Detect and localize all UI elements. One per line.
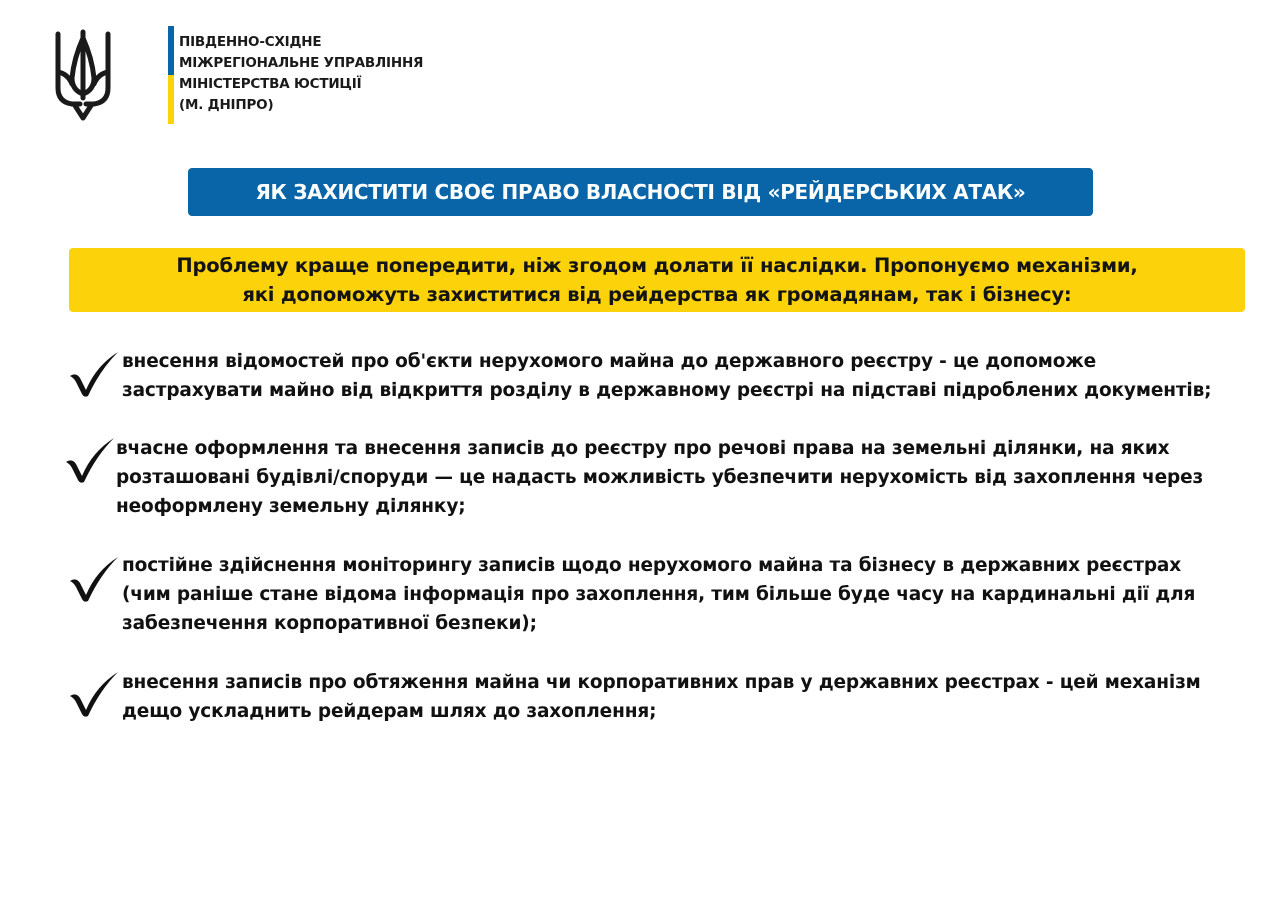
org-name-line: (М. ДНІПРО) (179, 97, 274, 113)
list-item (122, 668, 1201, 726)
page-title: ЯК ЗАХИСТИТИ СВОЄ ПРАВО ВЛАСНОСТІ ВІД «РЕЙДЕРСЬКИХ АТАК» (188, 168, 1093, 216)
org-name-line: МІЖРЕГІОНАЛЬНЕ УПРАВЛІННЯ (179, 55, 424, 71)
list-item-line: забезпечення корпоративної безпеки); (122, 613, 537, 634)
intro-banner (69, 248, 1245, 312)
organization-name (179, 32, 423, 116)
list-item-line: неоформлену земельну ділянку; (116, 496, 466, 517)
list-item-line: (чим раніше стане відома інформація про захоплення, тим більше буде часу на кардинальні дії для (122, 584, 1196, 605)
list-item (122, 551, 1195, 638)
flag-stripe (168, 26, 174, 124)
header-logo (52, 26, 432, 126)
trident-icon (52, 28, 114, 122)
list-item-line: дещо ускладнить рейдерам шлях до захоплення; (122, 701, 657, 722)
list-item-line: вчасне оформлення та внесення записів до реєстру про речові права на земельні ділянки, на яких (116, 438, 1170, 459)
list-item-line: внесення записів про обтяження майна чи корпоративних прав у державних реєстрах - цей механізм (122, 672, 1201, 693)
intro-line: які допоможуть захиститися від рейдерства як громадянам, так і бізнесу: (242, 283, 1072, 306)
intro-line: Проблему краще попередити, ніж згодом долати її наслідки. Пропонуємо механізми, (176, 254, 1138, 277)
checkmark-icon (66, 555, 120, 603)
list-item (116, 434, 1203, 521)
flag-blue (168, 26, 174, 75)
flag-yellow (168, 75, 174, 124)
list-item-line: постійне здійснення моніторингу записів щодо нерухомого майна та бізнесу в державних реєстрах (122, 555, 1182, 576)
checkmark-icon (62, 436, 116, 484)
list-item-line: застрахувати майно від відкриття розділу в державному реєстрі на підставі підроблених документів; (122, 380, 1212, 401)
org-name-line: ПІВДЕННО-СХІДНЕ (179, 34, 322, 50)
checkmark-icon (66, 350, 120, 398)
list-item (122, 347, 1211, 405)
list-item-line: розташовані будівлі/споруди — це надасть можливість убезпечити нерухомість від захоплення через (116, 467, 1204, 488)
checkmark-icon (66, 670, 120, 718)
org-name-line: МІНІСТЕРСТВА ЮСТИЦІЇ (179, 76, 362, 92)
list-item-line: внесення відомостей про об'єкти нерухомого майна до державного реєстру - це допоможе (122, 351, 1096, 372)
